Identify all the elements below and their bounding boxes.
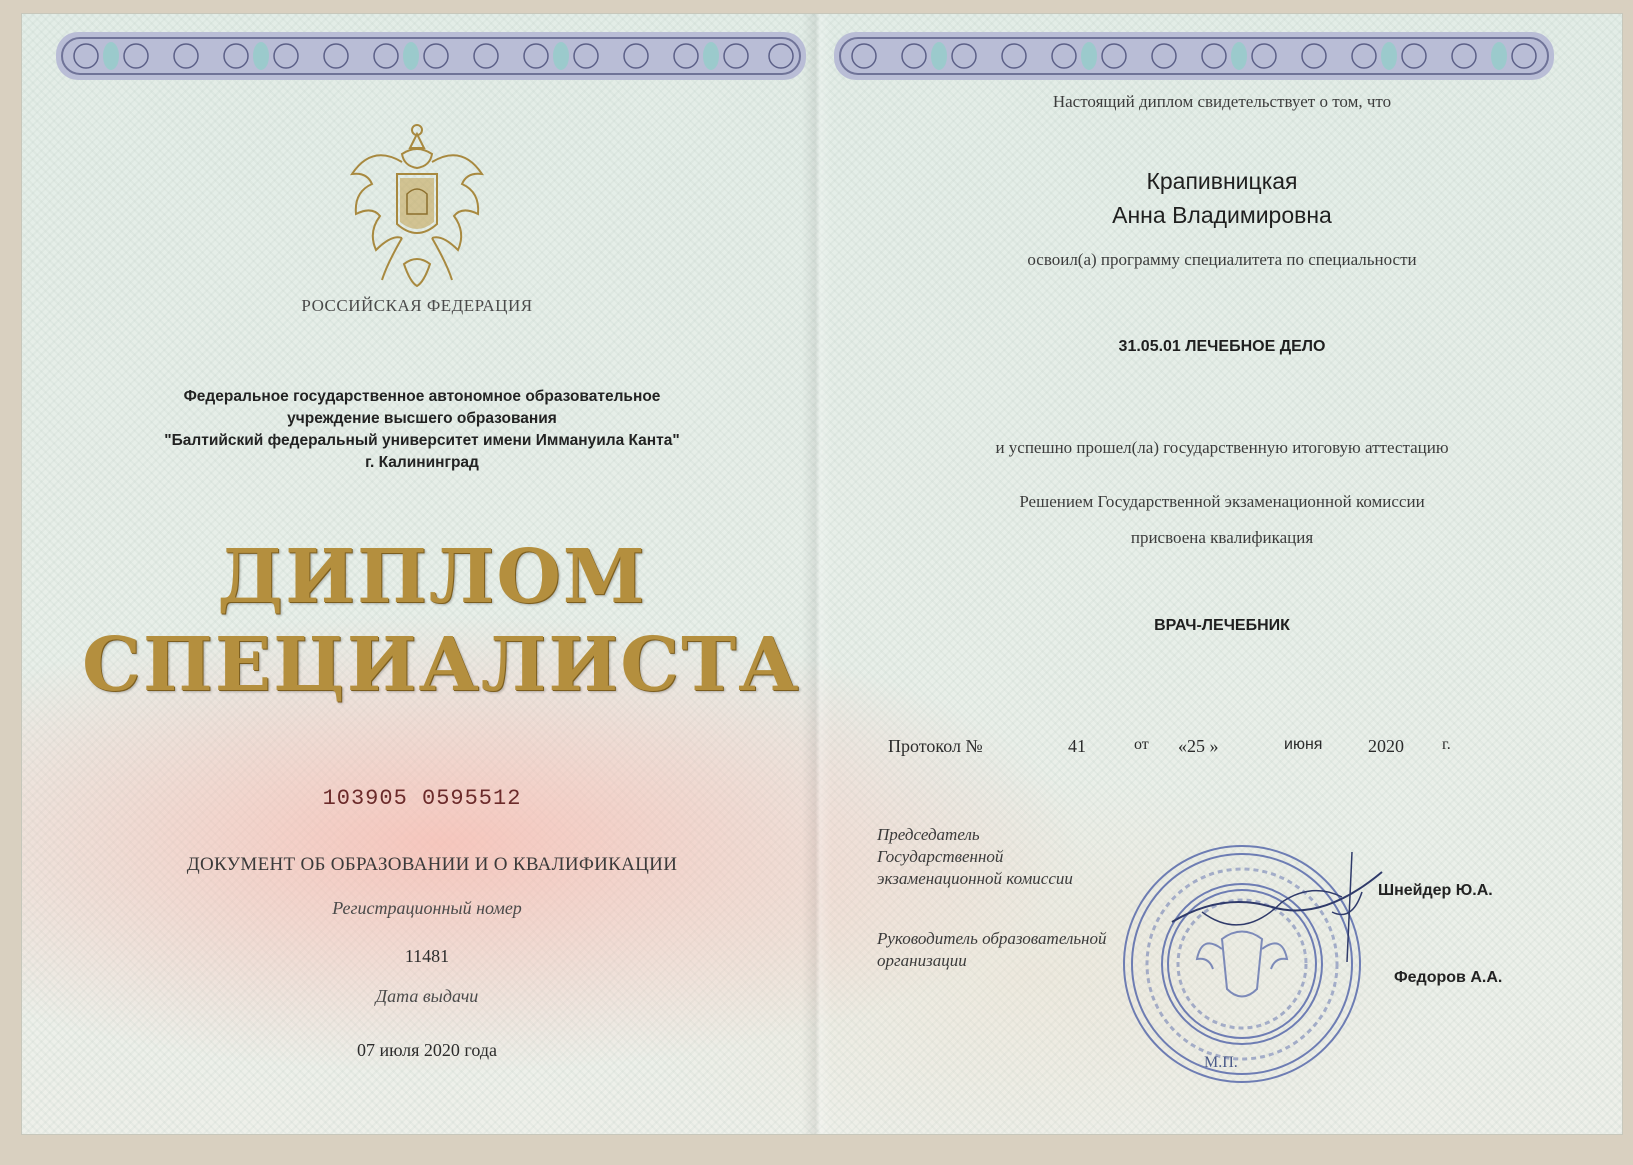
chairman-label-line-1: Председатель: [877, 825, 980, 844]
institution-city: г. Калининград: [365, 454, 479, 471]
protocol-year-suffix: г.: [1442, 736, 1451, 753]
diploma-spread: [22, 14, 1622, 1134]
issue-date-label: Дата выдачи: [375, 986, 479, 1006]
diploma-title-line-1: ДИПЛОМ: [217, 534, 647, 620]
intro-text: Настоящий диплом свидетельствует о том, что: [1052, 92, 1392, 111]
signature: [1162, 852, 1422, 962]
chairman-label-line-2: Государственной: [877, 847, 1004, 866]
center-fold: [802, 14, 832, 1134]
graduate-given-names: Анна Владимировна: [1112, 202, 1332, 228]
guilloche-band-right: [834, 28, 1554, 84]
institution-line-2: учреждение высшего образования: [287, 410, 557, 427]
chairman-label-line-3: экзаменационной комиссии: [877, 869, 1073, 888]
document-type: ДОКУМЕНТ ОБ ОБРАЗОВАНИИ И О КВАЛИФИКАЦИИ: [186, 854, 678, 875]
protocol-from: от: [1134, 736, 1149, 753]
attestation-line: и успешно прошел(ла) государственную итоговую аттестацию: [995, 438, 1449, 457]
program-line: освоил(а) программу специалитета по специальности: [1027, 250, 1417, 269]
protocol-day: «25 »: [1178, 736, 1219, 756]
specialty: 31.05.01 ЛЕЧЕБНОЕ ДЕЛО: [1118, 338, 1326, 355]
country-name: РОССИЙСКАЯ ФЕДЕРАЦИЯ: [301, 296, 533, 315]
guilloche-band-left: [56, 28, 806, 84]
head-label-line-1: Руководитель образовательной: [877, 929, 1107, 948]
protocol-month: июня: [1284, 736, 1323, 753]
commission-line-1: Решением Государственной экзаменационной комиссии: [1019, 492, 1425, 511]
protocol-number: 41: [1068, 736, 1086, 756]
commission-line-2: присвоена квалификация: [1130, 528, 1314, 547]
coat-of-arms-emblem: [342, 114, 492, 292]
head-label-line-2: организации: [877, 951, 967, 970]
registration-number: 11481: [404, 946, 450, 966]
qualification: ВРАЧ-ЛЕЧЕБНИК: [1154, 617, 1290, 634]
chairman-name: Шнейдер Ю.А.: [1378, 882, 1493, 899]
issue-date: 07 июля 2020 года: [357, 1040, 497, 1060]
seal-mark: М.П.: [1204, 1054, 1238, 1071]
diploma-title-line-2: СПЕЦИАЛИСТА: [82, 622, 801, 708]
graduate-surname: Крапивницкая: [1146, 168, 1298, 194]
protocol-year: 2020: [1368, 736, 1404, 756]
institution-line-1: Федеральное государственное автономное образовательное: [183, 388, 661, 405]
institution-line-3: "Балтийский федеральный университет имени Иммануила Канта": [164, 432, 680, 449]
protocol-label: Протокол №: [888, 736, 983, 756]
head-name: Федоров А.А.: [1394, 969, 1503, 986]
registration-label: Регистрационный номер: [332, 898, 522, 918]
serial-number: 103905 0595512: [322, 786, 522, 811]
